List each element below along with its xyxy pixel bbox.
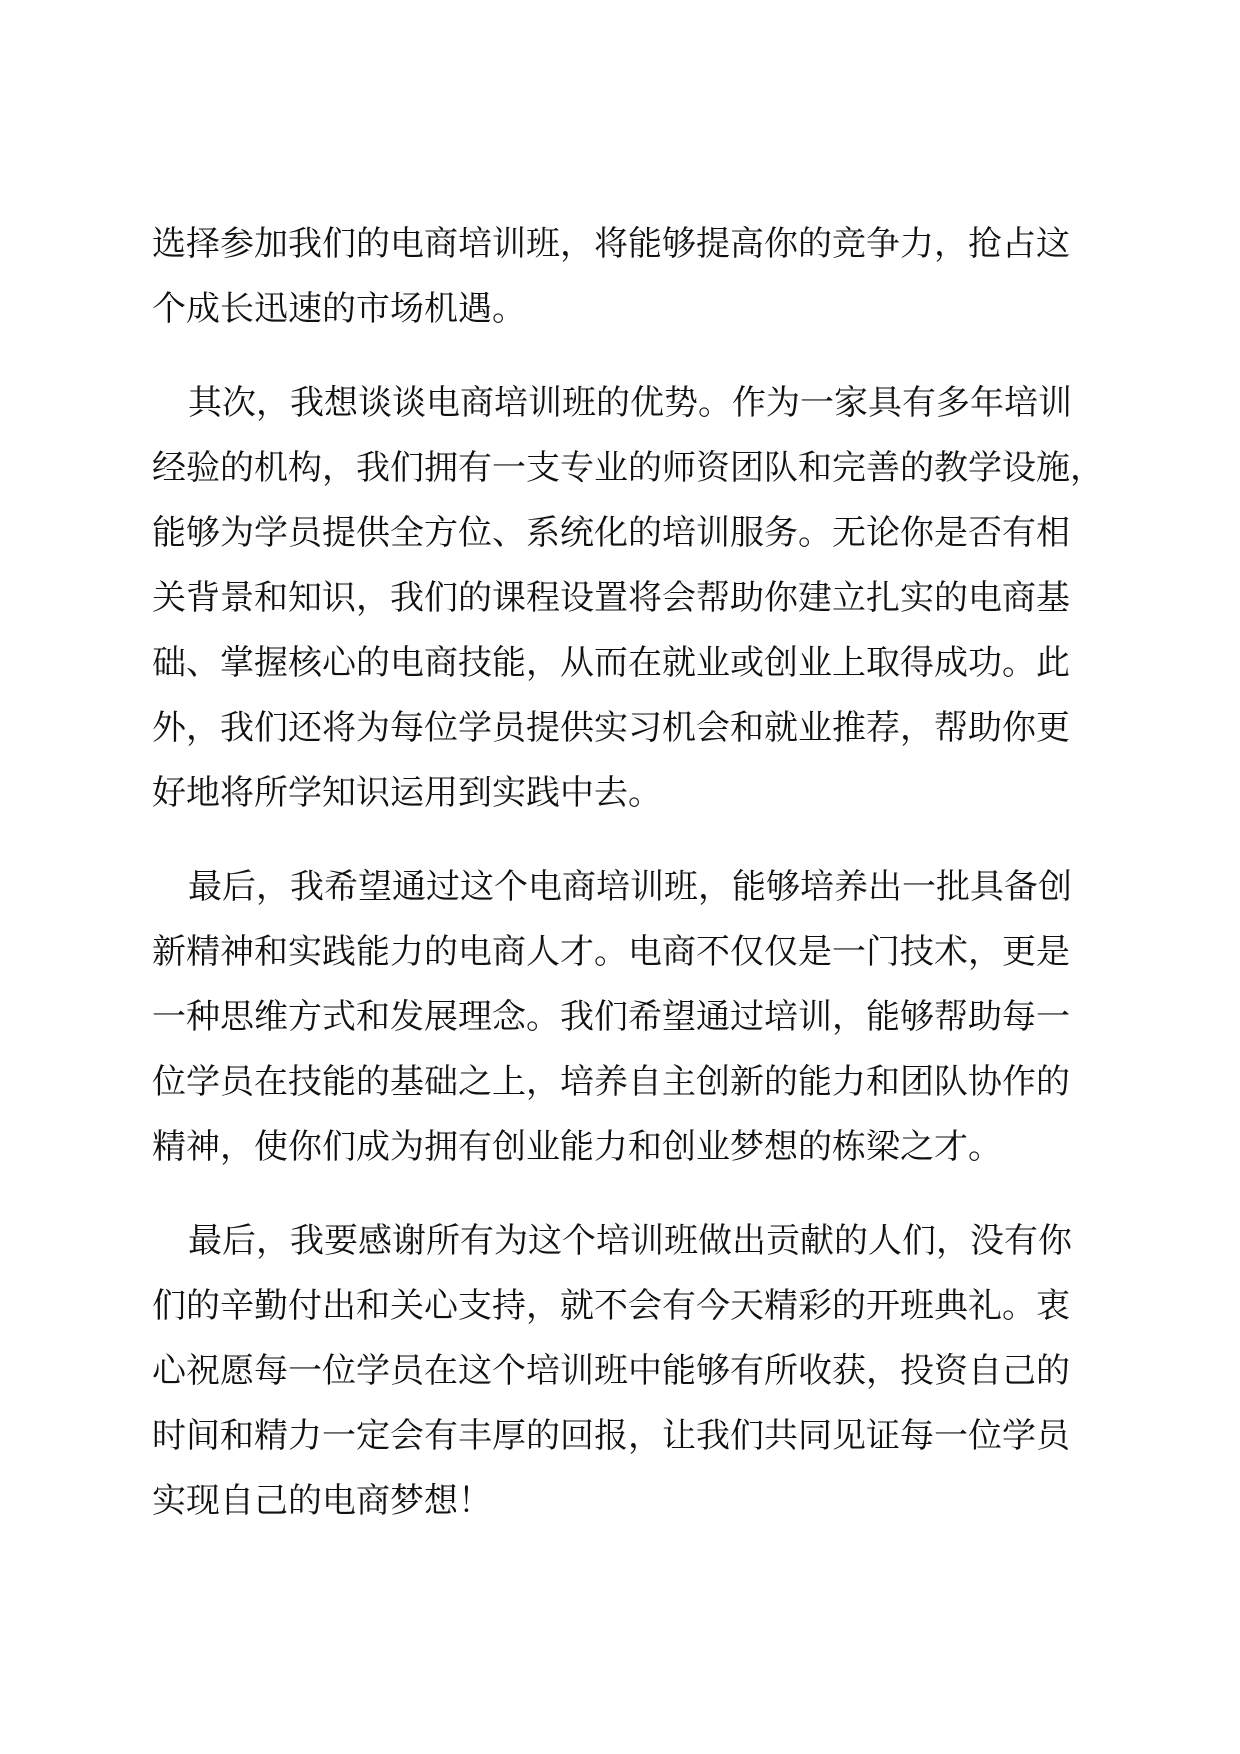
text-line: 外，我们还将为每位学员提供实习机会和就业推荐，帮助你更 <box>152 708 1070 748</box>
text-line: 新精神和实践能力的电商人才。电商不仅仅是一门技术，更是 <box>152 932 1070 972</box>
paragraph-3 <box>152 855 1112 1180</box>
text-line: 们的辛勤付出和关心支持，就不会有今天精彩的开班典礼。衷 <box>152 1286 1070 1326</box>
text-line: 关背景和知识，我们的课程设置将会帮助你建立扎实的电商基 <box>152 578 1070 618</box>
text-line: 最后，我要感谢所有为这个培训班做出贡献的人们，没有你 <box>188 1221 1072 1261</box>
text-line: 实现自己的电商梦想！ <box>152 1481 492 1521</box>
paragraph-1 <box>152 212 1112 342</box>
text-line: 心祝愿每一位学员在这个培训班中能够有所收获，投资自己的 <box>152 1351 1070 1391</box>
text-line: 能够为学员提供全方位、系统化的培训服务。无论你是否有相 <box>152 513 1070 553</box>
text-line: 个成长迅速的市场机遇。 <box>152 289 526 329</box>
text-line: 其次，我想谈谈电商培训班的优势。作为一家具有多年培训 <box>188 383 1072 423</box>
text-line: 时间和精力一定会有丰厚的回报，让我们共同见证每一位学员 <box>152 1416 1070 1456</box>
text-line: 一种思维方式和发展理念。我们希望通过培训，能够帮助每一 <box>152 997 1070 1037</box>
text-line: 经验的机构，我们拥有一支专业的师资团队和完善的教学设施， <box>152 448 1104 488</box>
paragraph-2 <box>152 371 1112 826</box>
text-line: 最后，我希望通过这个电商培训班，能够培养出一批具备创 <box>188 867 1072 907</box>
text-line: 位学员在技能的基础之上，培养自主创新的能力和团队协作的 <box>152 1062 1070 1102</box>
text-line: 础、掌握核心的电商技能，从而在就业或创业上取得成功。此 <box>152 643 1070 683</box>
text-line: 精神，使你们成为拥有创业能力和创业梦想的栋梁之才。 <box>152 1127 1002 1167</box>
text-line: 好地将所学知识运用到实践中去。 <box>152 773 662 813</box>
text-line: 选择参加我们的电商培训班，将能够提高你的竞争力，抢占这 <box>152 224 1070 264</box>
paragraph-4 <box>152 1209 1112 1534</box>
